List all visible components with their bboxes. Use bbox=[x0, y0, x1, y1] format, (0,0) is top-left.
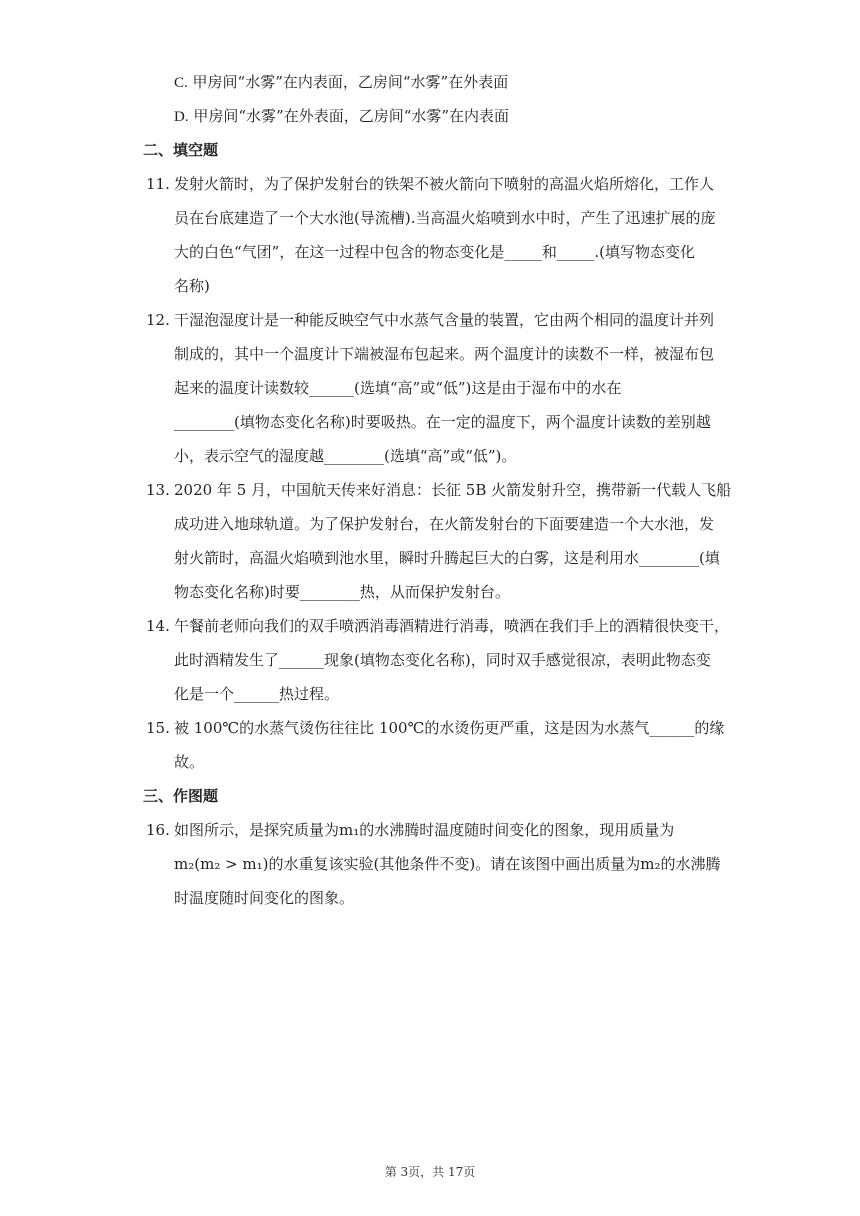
section-heading-draw: 三、作图题 bbox=[143, 787, 219, 805]
question-12-line: 小，表示空气的湿度越________(选填“高”或“低”)。 bbox=[174, 447, 517, 465]
question-16-line: 如图所示，是探究质量为m₁的水沸腾时温度随时间变化的图象，现用质量为 bbox=[174, 821, 675, 839]
question-16-number: 16. bbox=[146, 821, 170, 839]
question-16-line: m₂(m₂ > m₁)的水重复该实验(其他条件不变)。请在该图中画出质量为m₂的水沸腾 bbox=[174, 855, 721, 873]
question-14-line: 化是一个______热过程。 bbox=[174, 685, 340, 703]
question-15-number: 15. bbox=[146, 719, 170, 737]
question-11-number: 11. bbox=[146, 175, 170, 193]
question-15-line: 故。 bbox=[174, 753, 205, 771]
section-heading-fill: 二、填空题 bbox=[143, 141, 219, 159]
question-14-line: 此时酒精发生了______现象(填物态变化名称)，同时双手感觉很凉，表明此物态变 bbox=[174, 651, 711, 669]
question-11-line: 大的白色“气团”，在这一过程中包含的物态变化是_____和_____.(填写物态变化 bbox=[174, 243, 695, 261]
option-c bbox=[174, 72, 508, 93]
option-d-text: 甲房间“水雾”在外表面，乙房间“水雾”在内表面 bbox=[193, 107, 510, 125]
question-11-line: 员在台底建造了一个大水池(导流槽).当高温火焰喷到水中时，产生了迅速扩展的庞 bbox=[174, 209, 716, 227]
option-d-letter: D. bbox=[174, 109, 189, 125]
question-13-line: 成功进入地球轨道。为了保护发射台，在火箭发射台的下面要建造一个大水池，发 bbox=[174, 515, 715, 533]
question-14-line: 午餐前老师向我们的双手喷洒消毒酒精进行消毒，喷洒在我们手上的酒精很快变干， bbox=[174, 617, 730, 635]
page-number-footer: 第 3页，共 17页 bbox=[384, 1165, 476, 1179]
question-13-number: 13. bbox=[146, 481, 170, 499]
question-13-line: 射火箭时，高温火焰喷到池水里，瞬时升腾起巨大的白雾，这是利用水________(填 bbox=[174, 549, 720, 567]
question-12-line: ________(填物态变化名称)时要吸热。在一定的温度下，两个温度计读数的差别越 bbox=[174, 413, 711, 431]
question-13-line: 物态变化名称)时要________热，从而保护发射台。 bbox=[174, 583, 510, 601]
question-12-line: 干湿泡湿度计是一种能反映空气中水蒸气含量的装置，它由两个相同的温度计并列 bbox=[174, 311, 715, 329]
option-c-text: 甲房间“水雾”在内表面，乙房间“水雾”在外表面 bbox=[192, 73, 509, 91]
question-14-number: 14. bbox=[146, 617, 170, 635]
question-15-line: 被 100℃的水蒸气烫伤往往比 100℃的水烫伤更严重，这是因为水蒸气______的缘 bbox=[174, 719, 725, 737]
question-12-number: 12. bbox=[146, 311, 170, 329]
question-12-line: 制成的，其中一个温度计下端被湿布包起来。两个温度计的读数不一样，被湿布包 bbox=[174, 345, 715, 363]
question-12-line: 起来的温度计读数较______(选填“高”或“低”)这是由于湿布中的水在 bbox=[174, 379, 622, 397]
option-c-letter: C. bbox=[174, 75, 188, 91]
option-d bbox=[174, 106, 509, 127]
question-11-line: 发射火箭时，为了保护发射台的铁架不被火箭向下喷射的高温火焰所熔化，工作人 bbox=[174, 175, 715, 193]
question-11-line: 名称) bbox=[174, 277, 210, 295]
question-13-line: 2020 年 5 月，中国航天传来好消息：长征 5B 火箭发射升空，携带新一代载人飞船 bbox=[174, 481, 732, 499]
question-16-line: 时温度随时间变化的图象。 bbox=[174, 889, 355, 907]
